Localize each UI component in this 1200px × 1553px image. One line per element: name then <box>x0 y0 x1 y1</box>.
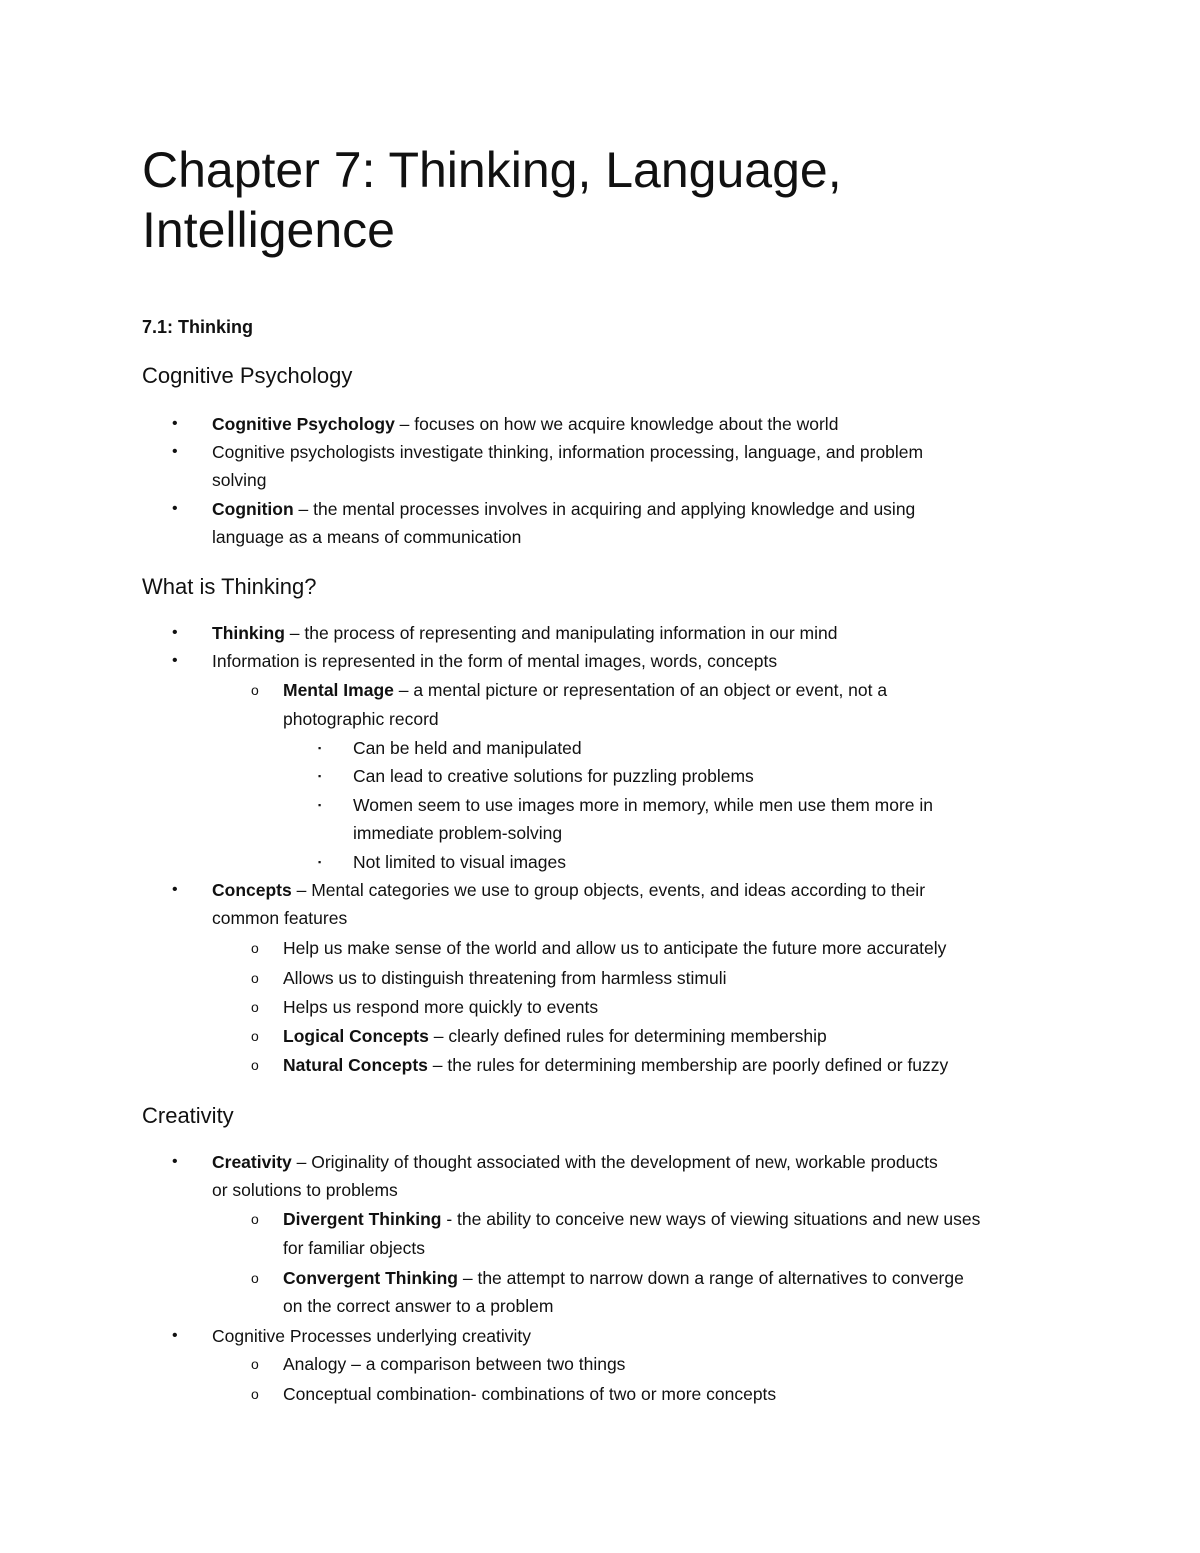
list-item: Information is represented in the form of mental images, words, concepts <box>212 651 778 671</box>
list-item: Can lead to creative solutions for puzzling problems <box>353 766 754 786</box>
list-item-continuation: photographic record <box>283 709 439 729</box>
term: Mental Image <box>283 680 394 700</box>
list-item: Help us make sense of the world and allow us to anticipate the future more accurately <box>283 938 947 958</box>
list-item: Can be held and manipulated <box>353 738 582 758</box>
circle-bullet-icon: o <box>251 940 259 956</box>
list-item-continuation: language as a means of communication <box>212 527 522 547</box>
square-bullet-icon: ▪ <box>318 743 322 753</box>
circle-bullet-icon: o <box>251 1028 259 1044</box>
definition: – the rules for determining membership are poorly defined or fuzzy <box>427 1055 949 1075</box>
term: Creativity <box>212 1152 292 1172</box>
circle-bullet-icon: o <box>251 1356 259 1372</box>
heading-what-is-thinking: What is Thinking? <box>142 574 317 599</box>
list-item-continuation: immediate problem-solving <box>353 823 563 843</box>
heading-creativity: Creativity <box>142 1103 234 1128</box>
definition: - the ability to conceive new ways of viewing situations and new uses <box>441 1209 981 1229</box>
list-item-continuation: on the correct answer to a problem <box>283 1296 554 1316</box>
list-item <box>283 1022 827 1051</box>
list-item <box>283 1264 964 1293</box>
list-item: Allows us to distinguish threatening from harmless stimuli <box>283 968 727 988</box>
term: Natural Concepts <box>283 1055 428 1075</box>
disc-bullet-icon: • <box>172 1327 178 1344</box>
definition: – a mental picture or representation of an object or event, not a <box>393 680 888 700</box>
definition: – the attempt to narrow down a range of alternatives to converge <box>458 1268 964 1288</box>
list-item: Women seem to use images more in memory, while men use them more in <box>353 795 933 815</box>
list-item-continuation: solving <box>212 470 267 490</box>
list-item <box>212 1148 938 1177</box>
circle-bullet-icon: o <box>251 1057 259 1073</box>
title-line-1: Chapter 7: Thinking, Language, <box>142 142 842 198</box>
circle-bullet-icon: o <box>251 970 259 986</box>
square-bullet-icon: ▪ <box>318 857 322 867</box>
definition: – the process of representing and manipulating information in our mind <box>284 623 838 643</box>
disc-bullet-icon: • <box>172 624 178 641</box>
term: Cognitive Psychology <box>212 414 395 434</box>
list-item-continuation: or solutions to problems <box>212 1180 398 1200</box>
term: Thinking <box>212 623 285 643</box>
title-line-2: Intelligence <box>142 202 395 258</box>
section-label: 7.1: Thinking <box>142 317 254 337</box>
list-item: Cognitive Processes underlying creativity <box>212 1326 532 1346</box>
disc-bullet-icon: • <box>172 881 178 898</box>
disc-bullet-icon: • <box>172 652 178 669</box>
definition: – focuses on how we acquire knowledge about the world <box>394 414 839 434</box>
list-item: Analogy – a comparison between two things <box>283 1354 626 1374</box>
page-title <box>142 140 1102 260</box>
list-item <box>212 619 837 648</box>
list-item: Cognitive psychologists investigate thinking, information processing, language, and problem <box>212 442 924 462</box>
list-item: Helps us respond more quickly to events <box>283 997 599 1017</box>
definition: – the mental processes involves in acquiring and applying knowledge and using <box>293 499 916 519</box>
list-item <box>283 676 887 705</box>
list-item <box>212 495 915 524</box>
list-item <box>212 876 925 905</box>
disc-bullet-icon: • <box>172 443 178 460</box>
definition: – Mental categories we use to group objects, events, and ideas according to their <box>291 880 926 900</box>
list-item <box>212 410 838 439</box>
list-item-continuation: for familiar objects <box>283 1238 425 1258</box>
list-item <box>283 1205 980 1234</box>
term: Convergent Thinking <box>283 1268 458 1288</box>
term: Divergent Thinking <box>283 1209 442 1229</box>
list-item: Not limited to visual images <box>353 852 566 872</box>
circle-bullet-icon: o <box>251 999 259 1015</box>
heading-cognitive-psychology: Cognitive Psychology <box>142 363 353 388</box>
definition: – clearly defined rules for determining membership <box>428 1026 827 1046</box>
disc-bullet-icon: • <box>172 500 178 517</box>
disc-bullet-icon: • <box>172 415 178 432</box>
circle-bullet-icon: o <box>251 1270 259 1286</box>
term: Cognition <box>212 499 294 519</box>
term: Concepts <box>212 880 292 900</box>
square-bullet-icon: ▪ <box>318 800 322 810</box>
square-bullet-icon: ▪ <box>318 771 322 781</box>
definition: – Originality of thought associated with the development of new, workable products <box>291 1152 938 1172</box>
circle-bullet-icon: o <box>251 682 259 698</box>
list-item <box>283 1051 948 1080</box>
list-item-continuation: common features <box>212 908 348 928</box>
circle-bullet-icon: o <box>251 1211 259 1227</box>
circle-bullet-icon: o <box>251 1386 259 1402</box>
term: Logical Concepts <box>283 1026 429 1046</box>
disc-bullet-icon: • <box>172 1153 178 1170</box>
list-item: Conceptual combination- combinations of two or more concepts <box>283 1384 777 1404</box>
